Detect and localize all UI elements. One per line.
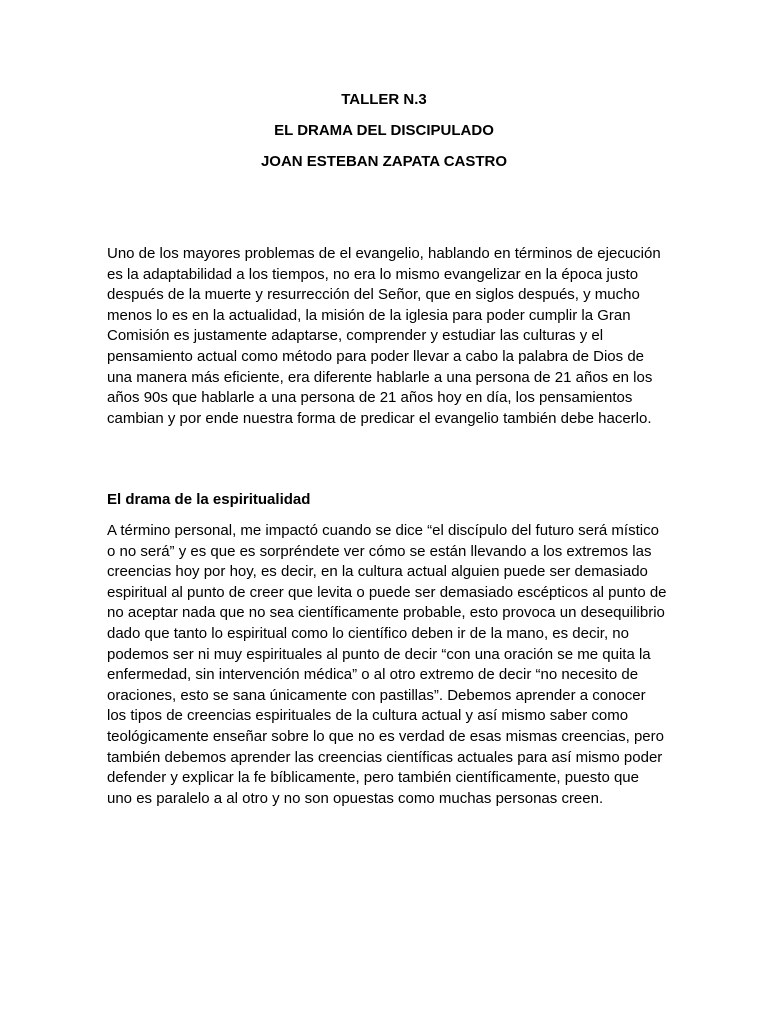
author-name: JOAN ESTEBAN ZAPATA CASTRO [260,153,508,170]
intro-paragraph: Uno de los mayores problemas de el evangelio, hablando en términos de ejecución es la adaptabilidad a los tiempos, no era lo mismo evangelizar en la época justo después de la muerte y resurrección del Señor, que en siglos después, y mucho menos lo es en la actualidad, la misión de la iglesia para poder cumplir la Gran Comisión es justamente adaptarse, comprender y estudiar las culturas y el pensamiento actual como método para poder llevar a cabo la palabra de Dios de una manera más eficiente, era diferente hablarle a una persona de 21 años en los años 90s que hablarle a una persona de 21 años hoy en día, los pensamientos cambian y por ende nuestra forma de predicar el evangelio también debe hacerlo. [107,245,661,427]
section-paragraph: A término personal, me impactó cuando se dice “el discípulo del futuro será místico o no será” y es que es sorpréndete ver cómo se están llevando a los extremos las creencias hoy por hoy, es decir, en la cultura actual alguien puede ser demasiado espiritual al punto de creer que levita o puede ser demasiado escépticos al punto de no aceptar nada que no sea científicamente probable, esto provoca un desequilibrio dado que tanto lo espiritual como lo científico deben ir de la mano, es decir, no podemos ser ni muy espirituales al punto de decir “con una oración se me quita la enfermedad, sin intervención médica” o al otro extremo de decir “no necesito de oraciones, esto se sana únicamente con pastillas”. Debemos aprender a conocer los tipos de creencias espirituales de la cultura actual y así mismo saber como teológicamente enseñar sobre lo que no es verdad de esas mismas creencias, pero también debemos aprender las creencias científicas actuales para así mismo poder defender y explicar la fe bíblicamente, pero también científicamente, puesto que uno es paralelo a al otro y no son opuestas como muchas personas creen. [107,522,667,807]
assignment-number: TALLER N.3 [341,91,427,108]
section-heading: El drama de la espiritualidad [107,491,311,508]
document-title: EL DRAMA DEL DISCIPULADO [274,122,494,139]
